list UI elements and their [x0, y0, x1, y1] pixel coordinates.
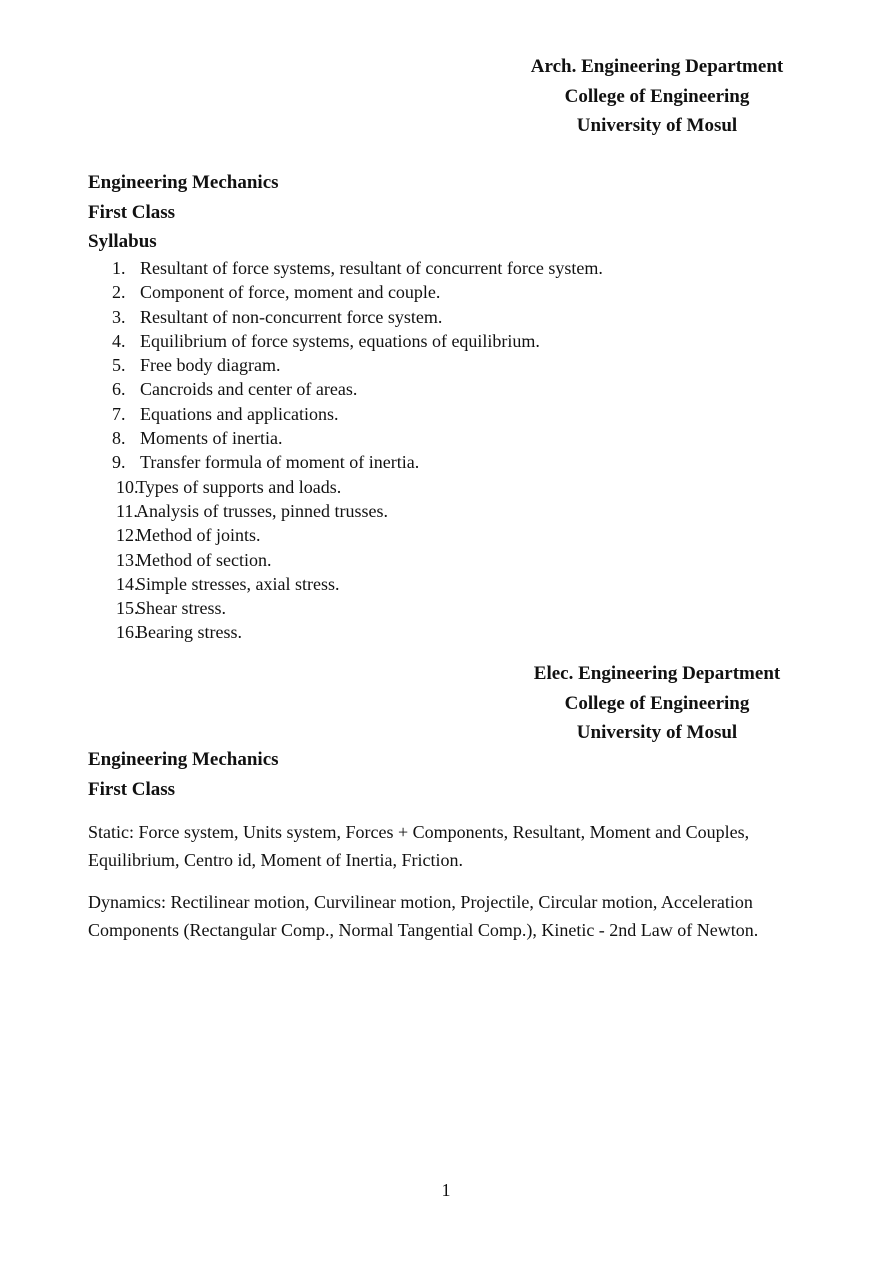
item-number: 5.: [112, 355, 126, 376]
list-item: [88, 620, 603, 644]
department-name: Elec. Engineering Department: [533, 663, 781, 684]
class-label: First Class: [88, 201, 176, 223]
item-number: 2.: [112, 282, 126, 303]
list-item: [88, 353, 603, 377]
course-heading-arch: [88, 168, 279, 257]
item-text: Method of joints.: [136, 525, 261, 546]
list-item: [88, 377, 603, 401]
list-item: [88, 426, 603, 450]
item-number: 1.: [112, 258, 126, 278]
list-item: [88, 256, 603, 280]
list-item: [88, 280, 603, 304]
syllabus-label: Syllabus: [88, 231, 157, 252]
item-number: 7.: [112, 403, 126, 424]
item-number: 12.: [116, 525, 139, 546]
department-header-elec: [497, 659, 817, 748]
item-text: Resultant of non-concurrent force system.: [140, 306, 443, 327]
list-item: [88, 596, 603, 620]
item-text: Bearing stress.: [136, 622, 242, 643]
item-number: 15.: [116, 598, 139, 619]
department-header-arch: [497, 52, 817, 141]
syllabus-list: [88, 256, 603, 645]
item-number: 16.: [116, 622, 139, 643]
item-number: 4.: [112, 330, 126, 351]
static-paragraph: Static: Force system, Units system, Forces + Components, Resultant, Moment and Couples, Equilibrium, Centro id, Moment of Inertia, Friction.: [88, 822, 750, 870]
university-name: University of Mosul: [576, 115, 738, 136]
item-text: Free body diagram.: [140, 355, 281, 376]
item-text: Equilibrium of force systems, equations of equilibrium.: [140, 330, 540, 351]
item-number: 11.: [116, 500, 138, 521]
list-item: [88, 475, 603, 499]
course-title: Engineering Mechanics: [88, 172, 279, 193]
college-name: College of Engineering: [564, 85, 750, 107]
list-item: [88, 572, 603, 596]
course-title: Engineering Mechanics: [88, 749, 279, 770]
item-text: Simple stresses, axial stress.: [136, 573, 340, 594]
item-text: Transfer formula of moment of inertia.: [140, 452, 420, 473]
item-text: Analysis of trusses, pinned trusses.: [136, 500, 388, 521]
list-item: [88, 402, 603, 426]
item-number: 14.: [116, 573, 139, 594]
item-number: 3.: [112, 306, 126, 327]
item-text: Shear stress.: [136, 598, 226, 619]
course-heading-elec: [88, 745, 279, 804]
list-item: [88, 499, 603, 523]
item-text: Moments of inertia.: [140, 428, 283, 449]
university-name: University of Mosul: [576, 722, 738, 743]
item-text: Resultant of force systems, resultant of concurrent force system.: [140, 258, 603, 278]
list-item: [88, 548, 603, 572]
item-number: 6.: [112, 379, 126, 400]
item-number: 9.: [112, 452, 126, 473]
item-text: Types of supports and loads.: [136, 476, 342, 497]
item-text: Method of section.: [136, 549, 272, 570]
item-text: Equations and applications.: [140, 403, 339, 424]
dynamics-paragraph: Dynamics: Rectilinear motion, Curvilinear motion, Projectile, Circular motion, Acceleration Components (Rectangular Comp., Normal Tangential Comp.), Kinetic - 2nd Law of Newton.: [88, 892, 759, 940]
list-item: [88, 329, 603, 353]
list-item: [88, 450, 603, 474]
department-name: Arch. Engineering Department: [530, 56, 784, 77]
item-number: 13.: [116, 549, 139, 570]
item-text: Cancroids and center of areas.: [140, 379, 358, 400]
list-item: [88, 523, 603, 547]
item-number: 8.: [112, 428, 126, 449]
item-number: 10.: [116, 476, 139, 497]
item-text: Component of force, moment and couple.: [140, 282, 441, 303]
list-item: [88, 305, 603, 329]
page-number: 1: [441, 1180, 451, 1200]
class-label: First Class: [88, 778, 176, 800]
college-name: College of Engineering: [564, 692, 750, 714]
